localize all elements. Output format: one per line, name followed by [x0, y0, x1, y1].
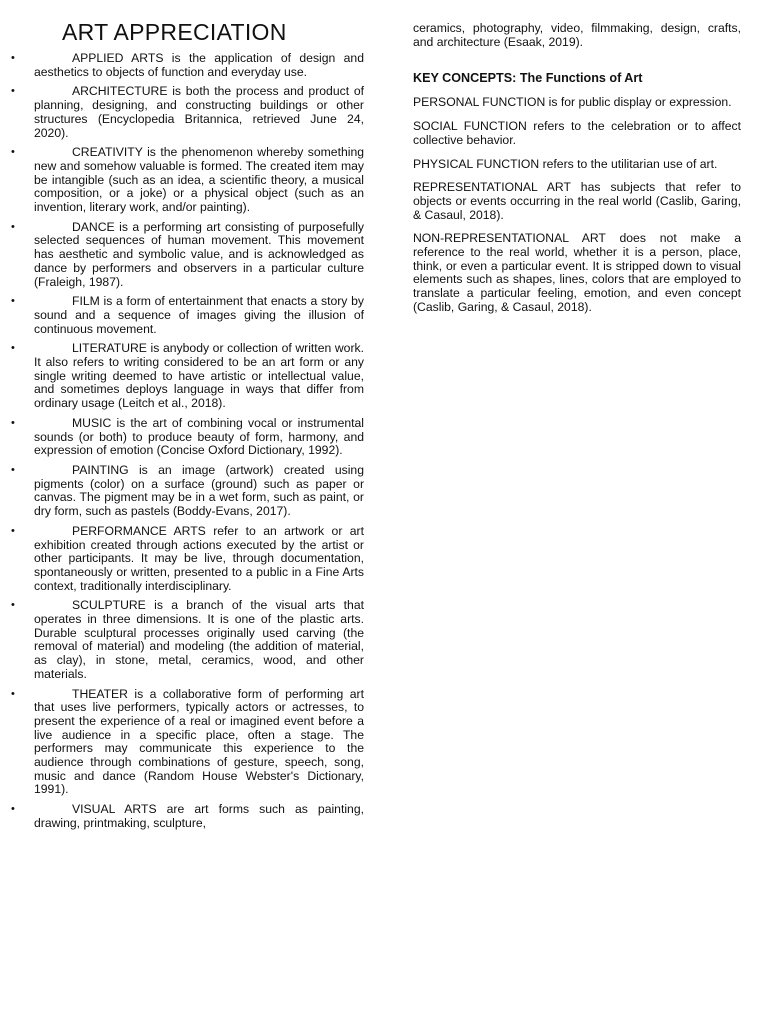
left-column: [8, 18, 364, 837]
list-item: [8, 525, 364, 594]
list-item: [8, 52, 364, 79]
bullet-icon: •: [11, 803, 15, 816]
visual-arts-continuation: ceramics, photography, video, filmmaking, design, crafts, and architecture (Esaak, 2019).: [413, 21, 741, 49]
term-film: FILM is a form of entertainment that enacts a story by sound and a sequence of images giving the illusion of continuous movement.: [34, 294, 364, 336]
term-visual-arts: VISUAL ARTS are art forms such as painting, drawing, printmaking, sculpture,: [34, 802, 364, 830]
list-item: [8, 221, 364, 290]
term-architecture: ARCHITECTURE is both the process and product of planning, designing, and constructing buildings or other structures (Encyclopedia Britannica, retrieved June 24, 2020).: [34, 84, 364, 140]
list-item: [8, 85, 364, 140]
term-music: MUSIC is the art of combining vocal or instrumental sounds (or both) to produce beauty of form, harmony, and expression of emotion (Concise Oxford Dictionary, 1992).: [34, 415, 364, 458]
bullet-icon: •: [11, 52, 15, 64]
concept-physical-function: PHYSICAL FUNCTION refers to the utilitarian use of art.: [413, 156, 718, 171]
bullet-icon: •: [11, 416, 15, 429]
term-painting: PAINTING is an image (artwork) created using pigments (color) on a surface (ground) such as paper or canvas. The pigment may be in a wet form, such as paint, or dry form, such as pastels (Boddy-Evans, 2017).: [34, 462, 364, 519]
list-item: [8, 688, 364, 798]
list-item: [8, 295, 364, 336]
list-item: [8, 146, 364, 215]
right-column: [413, 22, 741, 325]
bullet-icon: •: [11, 85, 15, 98]
term-sculpture: SCULPTURE is a branch of the visual arts that operates in three dimensions. It is one of the plastic arts. Durable sculptural processes originally used carving (the removal of material) and modeling (the addition of material, as clay), in stone, metal, ceramics, wood, and other materials.: [34, 598, 364, 681]
list-item: [8, 417, 364, 458]
concept-social-function: SOCIAL FUNCTION refers to the celebration or to affect collective behavior.: [413, 119, 741, 147]
bullet-icon: •: [11, 524, 15, 537]
term-performance-arts: PERFORMANCE ARTS refer to an artwork or art exhibition created through actions executed by the artist or other participants. It may be live, through documentation, spontaneously or written, presented to a public in a Fine Arts context, traditionally interdisciplinary.: [34, 523, 364, 593]
term-creativity: CREATIVITY is the phenomenon whereby something new and somehow valuable is formed. The created item may be intangible (such as an idea, a scientific theory, a musical composition, or a joke) or a physical object (such as an invention, literary work, and/or painting).: [34, 145, 364, 215]
bullet-icon: •: [11, 220, 15, 233]
terms-list: [8, 52, 364, 831]
concept-non-representational-art: NON-REPRESENTATIONAL ART does not make a reference to the real world, whether it is a person, place, think, or even a particular event. It is stripped down to visual elements such as shapes, lines, colors that are employed to translate a particular feeling, emotion, and even concept (Caslib, Garing, & Casaul, 2018).: [413, 231, 741, 314]
list-item: [8, 599, 364, 681]
concept-representational-art: REPRESENTATIONAL ART has subjects that refer to objects or events occurring in the real world (Caslib, Garing, & Casaul, 2018).: [413, 180, 741, 222]
document-title: ART APPRECIATION: [62, 19, 287, 45]
bullet-icon: •: [11, 599, 15, 612]
term-theater: THEATER is a collaborative form of performing art that uses live performers, typically actors or actresses, to present the experience of a real or imagined event before a live audience in a specific place, often a stage. The performers may communicate this experience to the audience through combinations of gesture, speech, song, music and dance (Random House Webster's Dictionary, 1991).: [34, 686, 364, 797]
term-applied-arts: APPLIED ARTS is the application of design and aesthetics to objects of function and everyday use.: [34, 51, 364, 79]
concept-personal-function: PERSONAL FUNCTION is for public display or expression.: [413, 95, 732, 110]
section-heading: KEY CONCEPTS: The Functions of Art: [413, 71, 643, 86]
list-item: [8, 342, 364, 411]
bullet-icon: •: [11, 146, 15, 159]
bullet-icon: •: [11, 687, 15, 700]
term-dance: DANCE is a performing art consisting of purposefully selected sequences of human movement. This movement has aesthetic and symbolic value, and is acknowledged as dance by performers and observers in a particular culture (Fraleigh, 1987).: [34, 219, 364, 289]
bullet-icon: •: [11, 342, 15, 355]
term-literature: LITERATURE is anybody or collection of written work. It also refers to writing considered to be an art form or any single writing deemed to have artistic or intellectual value, and sometimes deploys language in ways that differ from ordinary usage (Leitch et al., 2018).: [34, 341, 364, 411]
list-item: [8, 464, 364, 519]
list-item: [8, 803, 364, 830]
bullet-icon: •: [11, 295, 15, 308]
bullet-icon: •: [11, 463, 15, 476]
